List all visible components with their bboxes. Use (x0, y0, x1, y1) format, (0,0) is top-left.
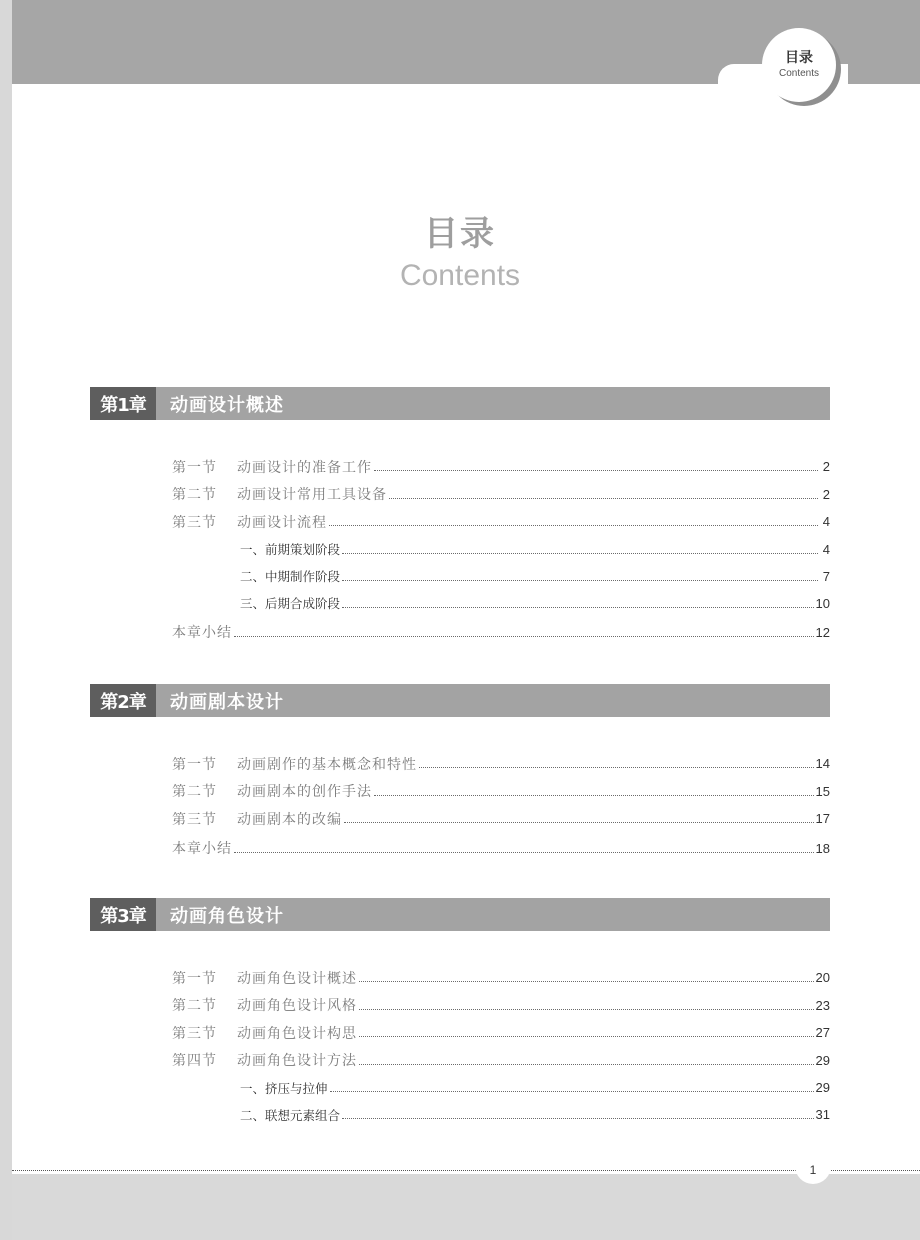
section-label: 第二节 (172, 487, 217, 504)
entry-title: 动画角色设计风格 (237, 998, 357, 1015)
dot-leader (374, 470, 818, 471)
page-ref: 10 (815, 595, 830, 611)
chapter-1 (90, 387, 830, 646)
toc-subsection-entry[interactable] (90, 590, 830, 617)
chapter-title: 动画剧本设计 (170, 691, 284, 713)
entry-title: 二、中期制作阶段 (240, 569, 341, 584)
chapter-number: 第2章 (90, 684, 156, 717)
dot-leader (342, 553, 818, 554)
page-ref: 17 (815, 811, 830, 827)
page-ref: 2 (822, 459, 830, 475)
dot-leader (329, 525, 818, 526)
header-badge-title: 目录 (785, 50, 813, 66)
toc-section-entry[interactable] (90, 778, 830, 806)
header-badge-subtitle: Contents (778, 68, 820, 79)
dot-leader (419, 767, 814, 768)
toc-section-entry[interactable] (90, 453, 830, 481)
page-ref: 29 (815, 1052, 830, 1068)
section-label: 第二节 (172, 998, 217, 1015)
dot-leader (359, 1009, 814, 1010)
page-ref: 20 (815, 970, 830, 986)
entry-title: 动画剧作的基本概念和特性 (237, 756, 417, 773)
book-spine-edge (0, 0, 12, 1240)
toc-section-entry[interactable] (90, 508, 830, 536)
chapter-header (90, 684, 830, 717)
page-ref: 23 (815, 997, 830, 1013)
dot-leader (342, 607, 814, 608)
chapter-entries (90, 453, 830, 646)
entry-title: 本章小结 (172, 625, 232, 642)
dot-leader (359, 1064, 814, 1065)
toc-section-entry[interactable] (90, 481, 830, 509)
header-badge (762, 28, 836, 102)
section-label: 第三节 (172, 1025, 217, 1042)
chapter-entries (90, 964, 830, 1128)
page-ref: 2 (822, 486, 830, 502)
chapter-2 (90, 684, 830, 862)
chapter-3 (90, 898, 830, 1128)
page-ref: 14 (815, 756, 830, 772)
page-subtitle: Contents (399, 259, 521, 292)
chapter-number: 第1章 (90, 387, 156, 420)
entry-title: 二、联想元素组合 (240, 1107, 341, 1123)
entry-title: 动画设计流程 (237, 514, 327, 531)
page-ref: 4 (822, 514, 830, 530)
footer-band (12, 1174, 920, 1240)
toc-section-entry[interactable] (90, 964, 830, 992)
page-ref: 27 (815, 1025, 830, 1041)
page-ref: 29 (815, 1080, 830, 1095)
page-ref: 15 (815, 783, 830, 799)
section-label: 第一节 (172, 756, 217, 773)
dot-leader (342, 580, 818, 581)
section-label: 第一节 (172, 459, 217, 476)
dot-leader (344, 822, 814, 823)
toc-section-entry[interactable] (90, 1019, 830, 1047)
entry-title: 动画设计的准备工作 (237, 459, 372, 476)
dot-leader (234, 852, 814, 853)
section-label: 第三节 (172, 811, 217, 828)
dot-leader (342, 1118, 814, 1119)
page-ref: 18 (815, 840, 830, 856)
entry-title: 动画剧本的改编 (237, 811, 342, 828)
page-title: 目录 (424, 214, 496, 254)
toc-subsection-entry[interactable] (90, 536, 830, 563)
section-label: 第二节 (172, 784, 217, 801)
chapter-title: 动画设计概述 (170, 394, 284, 416)
chapter-entries (90, 750, 830, 862)
footer-dotted-rule (12, 1170, 920, 1171)
toc-subsection-entry[interactable] (90, 563, 830, 590)
entry-title: 三、后期合成阶段 (240, 596, 341, 611)
entry-title: 本章小结 (172, 841, 232, 858)
chapter-title: 动画角色设计 (170, 905, 284, 927)
entry-title: 动画设计常用工具设备 (237, 487, 387, 504)
toc-summary-entry[interactable] (90, 619, 830, 647)
page-number: 1 (809, 1163, 817, 1177)
toc-subsection-entry[interactable] (90, 1074, 830, 1101)
chapter-number: 第3章 (90, 898, 156, 931)
entry-title: 动画剧本的创作手法 (237, 784, 372, 801)
toc-section-entry[interactable] (90, 992, 830, 1020)
dot-leader (374, 795, 814, 796)
toc-summary-entry[interactable] (90, 835, 830, 863)
entry-title: 动画角色设计概述 (237, 970, 357, 987)
page-ref: 4 (822, 541, 830, 557)
toc-subsection-entry[interactable] (90, 1101, 830, 1128)
entry-title: 动画角色设计方法 (237, 1053, 357, 1070)
toc-section-entry[interactable] (90, 750, 830, 778)
dot-leader (359, 1036, 814, 1037)
dot-leader (330, 1091, 814, 1092)
chapter-header (90, 387, 830, 420)
entry-title: 动画角色设计构思 (237, 1025, 357, 1042)
page-ref: 12 (815, 624, 830, 640)
dot-leader (234, 636, 814, 637)
page-ref: 31 (815, 1107, 830, 1122)
entry-title: 一、挤压与拉伸 (240, 1080, 328, 1096)
dot-leader (389, 498, 818, 499)
toc-section-entry[interactable] (90, 805, 830, 833)
dot-leader (359, 981, 814, 982)
section-label: 第四节 (172, 1053, 217, 1070)
page-ref: 7 (822, 568, 830, 584)
section-label: 第一节 (172, 970, 217, 987)
section-label: 第三节 (172, 514, 217, 531)
entry-title: 一、前期策划阶段 (240, 542, 341, 557)
chapter-header (90, 898, 830, 931)
toc-section-entry[interactable] (90, 1047, 830, 1075)
